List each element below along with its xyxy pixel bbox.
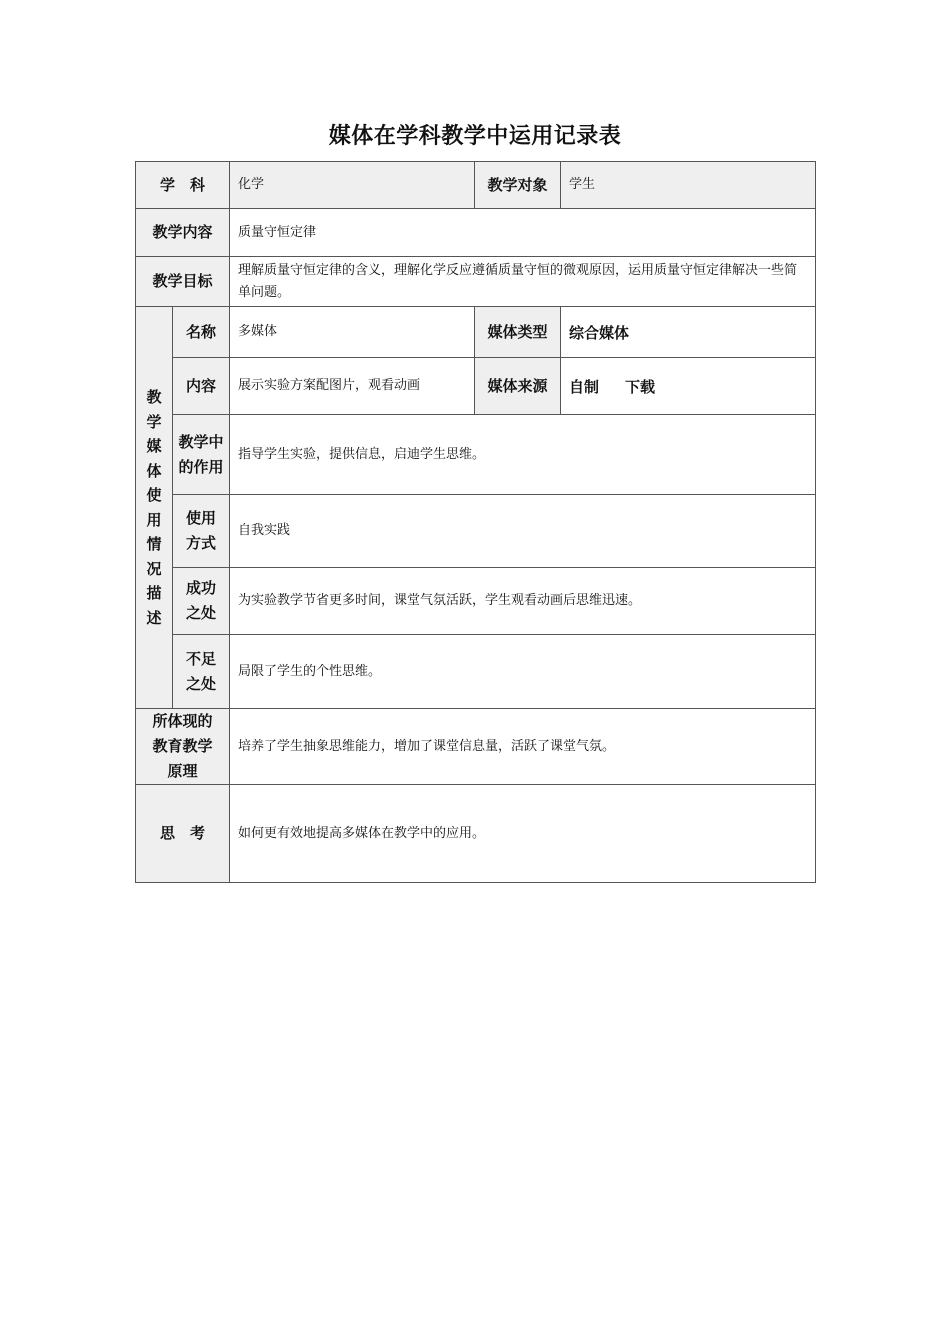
row-goal [136,257,816,307]
principle-label [136,709,230,785]
shortcoming-label [173,635,230,709]
subject-label: 学 科 [136,162,230,209]
reflection-label: 思 考 [136,785,230,883]
source-value [561,358,816,415]
row-media-name [136,307,816,358]
inner-content-value: 展示实验方案配图片，观看动画 [230,358,475,415]
shortcoming-label-text: 不足之处 [186,649,217,693]
media-section-label [136,307,173,709]
type-label: 媒体类型 [475,307,561,358]
row-reflection [136,785,816,883]
usage-label [173,495,230,568]
row-media-content [136,358,816,415]
role-label-text: 教学中的作用 [178,432,224,476]
row-role [136,415,816,495]
row-shortcoming [136,635,816,709]
principle-value: 培养了学生抽象思维能力，增加了课堂信息量，活跃了课堂气氛。 [230,709,816,785]
audience-value: 学生 [561,162,816,209]
audience-label: 教学对象 [475,162,561,209]
name-value: 多媒体 [230,307,475,358]
subject-value: 化学 [230,162,475,209]
role-value: 指导学生实验，提供信息，启迪学生思维。 [230,415,816,495]
row-subject [136,162,816,209]
source-label: 媒体来源 [475,358,561,415]
type-value: 综合媒体 [561,307,816,358]
success-label [173,568,230,635]
source-self-made: 自制 [569,377,600,396]
success-label-text: 成功之处 [186,579,217,622]
goal-value: 理解质量守恒定律的含义，理解化学反应遵循质量守恒的微观原因，运用质量守恒定律解决一些简单问题。 [230,257,816,307]
goal-label: 教学目标 [136,257,230,307]
page-title: 媒体在学科教学中运用记录表 [328,123,622,149]
usage-label-text: 使用方式 [186,509,217,552]
success-value: 为实验教学节省更多时间，课堂气氛活跃，学生观看动画后思维迅速。 [230,568,816,635]
name-label: 名称 [173,307,230,358]
shortcoming-value: 局限了学生的个性思维。 [230,635,816,709]
row-usage [136,495,816,568]
record-table [135,161,816,883]
source-download: 下载 [625,377,656,396]
reflection-value: 如何更有效地提高多媒体在教学中的应用。 [230,785,816,883]
row-success [136,568,816,635]
media-section-text: 教学媒体使用情况描述 [146,388,162,627]
content-label: 教学内容 [136,209,230,257]
role-label [173,415,230,495]
row-principle [136,709,816,785]
content-value: 质量守恒定律 [230,209,816,257]
usage-value: 自我实践 [230,495,816,568]
principle-label-text: 所体现的教育教学原理 [152,712,213,780]
inner-content-label: 内容 [173,358,230,415]
row-content [136,209,816,257]
